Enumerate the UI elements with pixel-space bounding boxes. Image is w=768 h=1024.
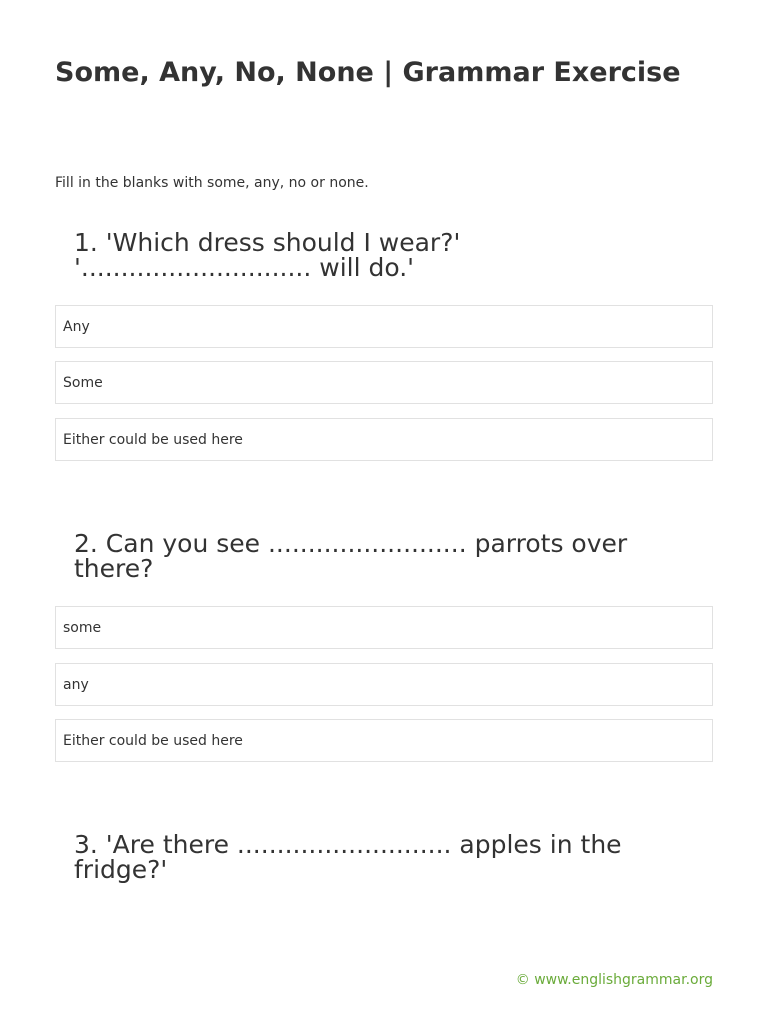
question-1-option-some[interactable] <box>55 361 713 404</box>
question-1-line-2: '............................. will do.' <box>74 253 415 282</box>
question-3-line-2: fridge?' <box>74 855 168 884</box>
question-2-option-either[interactable] <box>55 719 713 762</box>
question-1-option-either[interactable] <box>55 418 713 461</box>
option-label: some <box>63 620 102 636</box>
option-label: any <box>63 677 89 693</box>
question-1-text <box>74 230 694 280</box>
question-3-line-1: 3. 'Are there ........................... apples in the <box>74 830 622 859</box>
option-label: Any <box>63 319 90 335</box>
question-1-option-any[interactable] <box>55 305 713 348</box>
question-2-option-any[interactable] <box>55 663 713 706</box>
option-label: Either could be used here <box>63 733 243 749</box>
option-label: Either could be used here <box>63 432 243 448</box>
question-2-option-some[interactable] <box>55 606 713 649</box>
page-title: Some, Any, No, None | Grammar Exercise <box>55 57 681 88</box>
question-1-line-1: 1. 'Which dress should I wear?' <box>74 228 461 257</box>
instructions-text: Fill in the blanks with some, any, no or none. <box>55 175 369 191</box>
copyright-footer: © www.englishgrammar.org <box>515 972 713 988</box>
question-2-text <box>74 531 694 581</box>
question-3-text <box>74 832 694 882</box>
option-label: Some <box>63 375 103 391</box>
question-2-line-2: there? <box>74 554 154 583</box>
question-2-line-1: 2. Can you see ......................... parrots over <box>74 529 628 558</box>
